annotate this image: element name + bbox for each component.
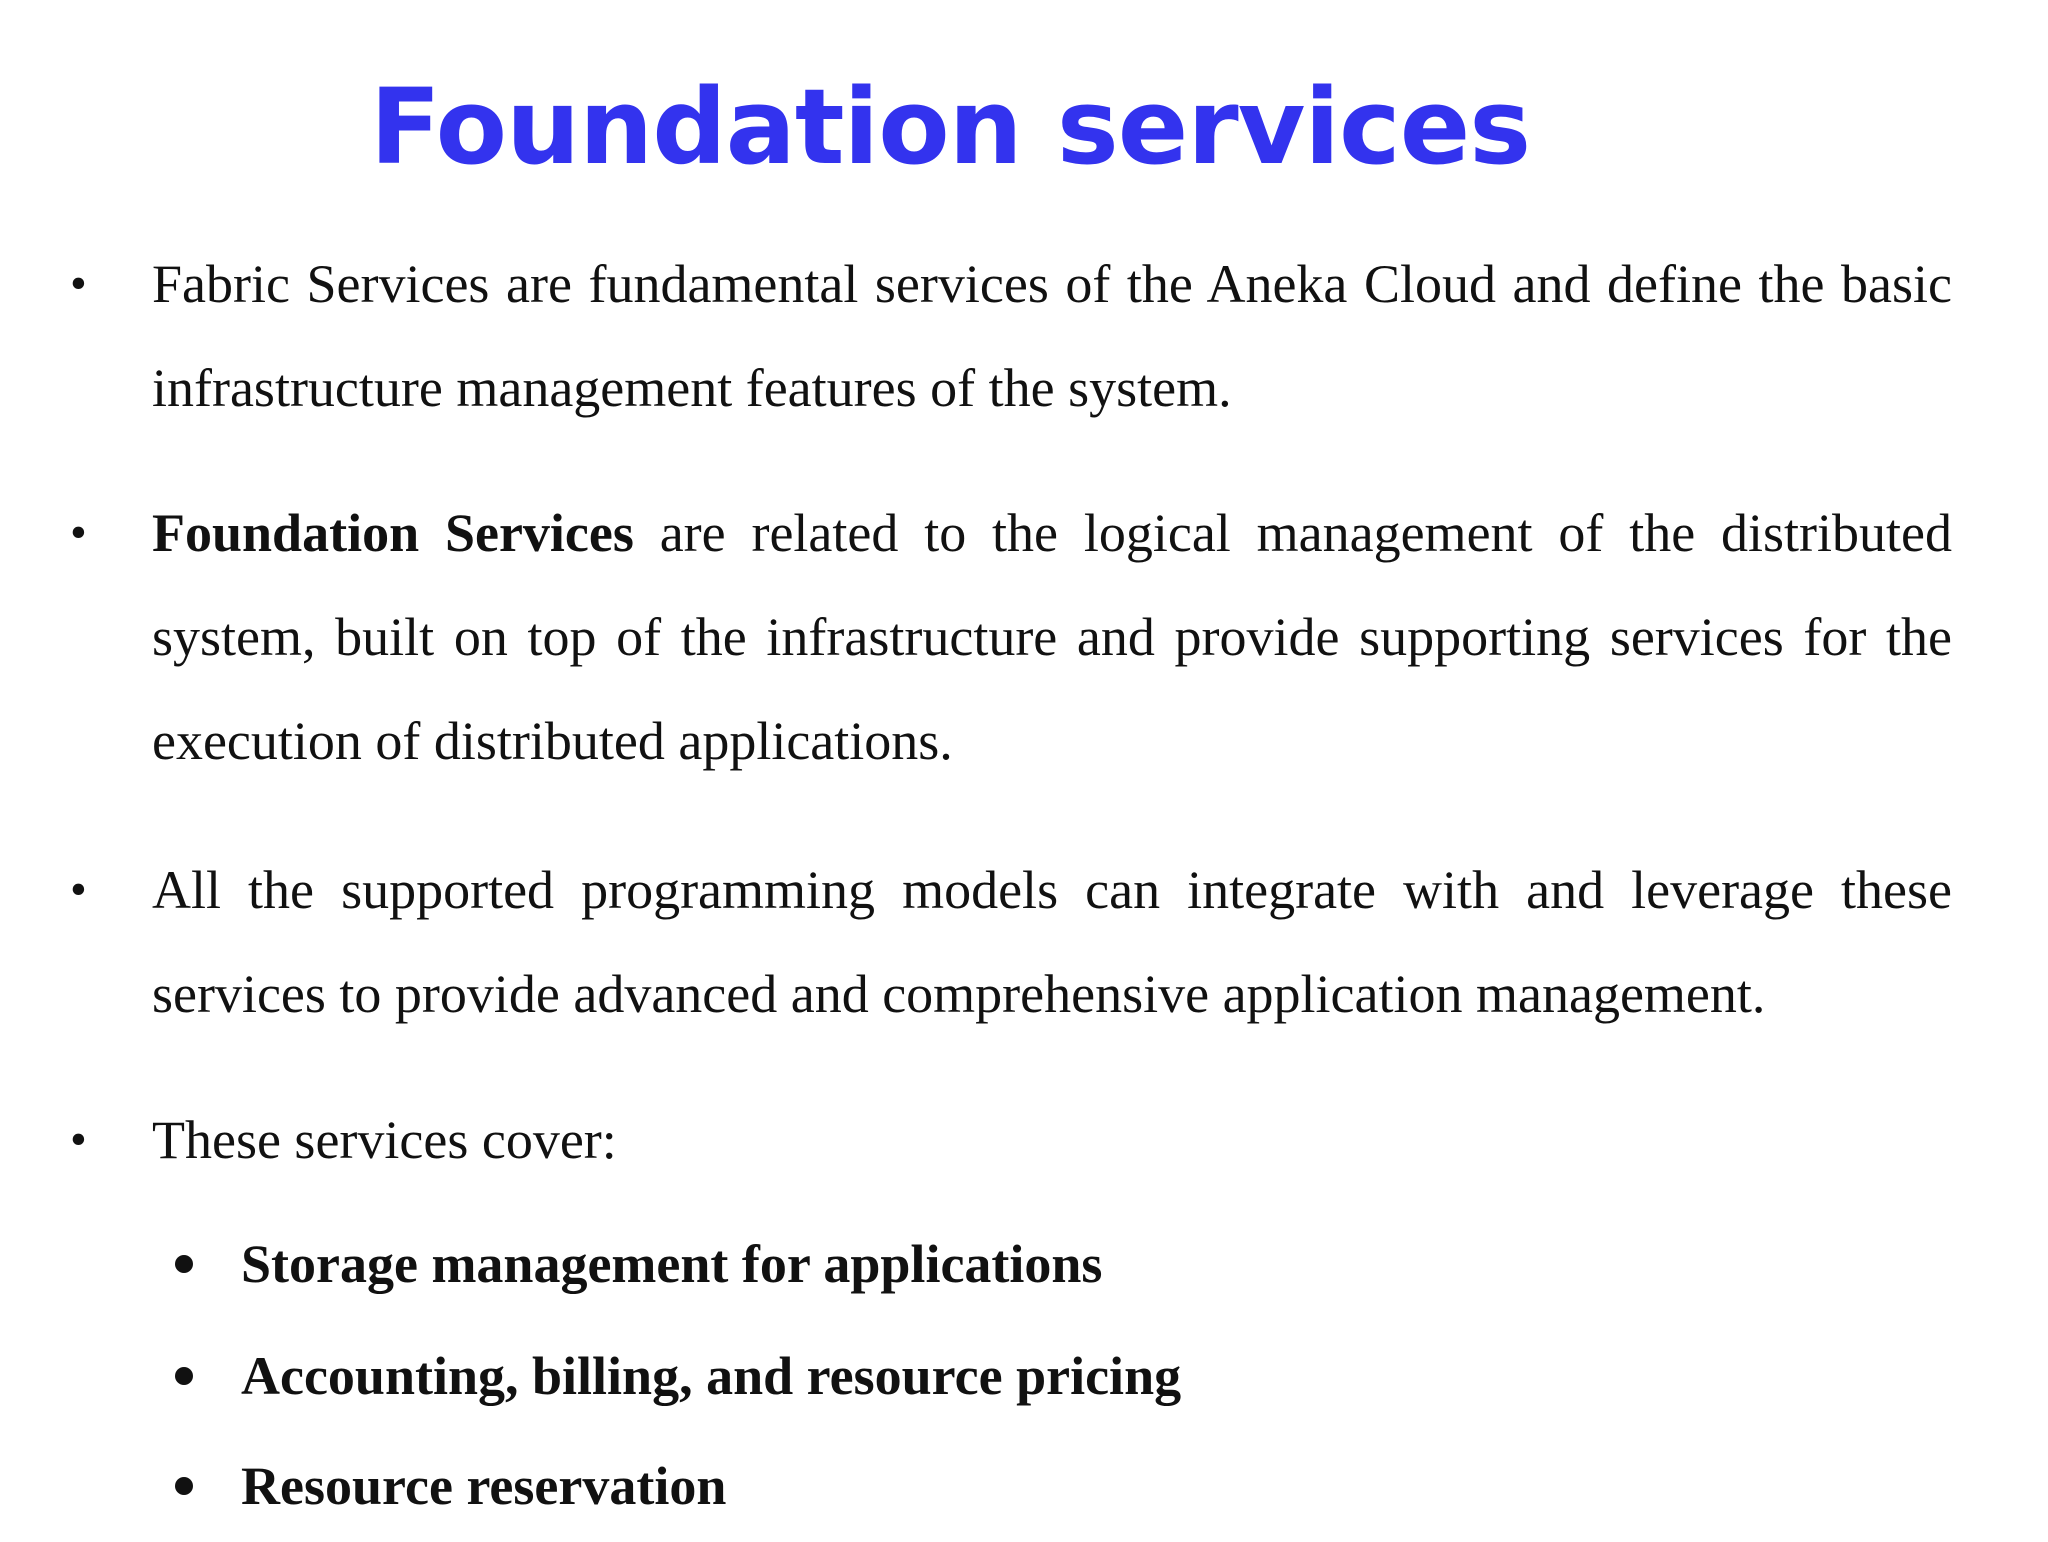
- sub-bullet-item: [0, 1208, 2048, 1320]
- bullet-marker: •: [70, 1113, 87, 1166]
- bullet-text-body: Fabric Services are fundamental services of the Aneka Cloud and define the basic infrastructure management features of the system.: [152, 254, 1952, 418]
- sub-bullet-dot-icon: [175, 1255, 193, 1273]
- sub-bullet-text: Resource reservation: [241, 1456, 727, 1516]
- bullet-marker: •: [70, 863, 87, 916]
- sub-bullet-text: Storage management for applications: [241, 1234, 1103, 1294]
- bullet-text: [152, 1088, 1952, 1192]
- bullet-text-body: All the supported programming models can integrate with and leverage these services to provide advanced and comprehensive application management.: [152, 860, 1952, 1024]
- sub-bullet-item: [0, 1430, 2048, 1542]
- bullet-marker: •: [70, 506, 87, 559]
- slide-title: Foundation services: [369, 66, 1531, 188]
- bullet-text-body: These services cover:: [152, 1110, 617, 1170]
- bullet-text-body: are related to the logical management of the distributed system, built on top of the infrastructure and provide supporting services for the execution of distributed applications.: [152, 503, 1952, 771]
- sub-bullet-dot-icon: [175, 1367, 193, 1385]
- sub-bullet-item: [0, 1320, 2048, 1432]
- sub-bullet-dot-icon: [175, 1477, 193, 1495]
- bullet-text: [152, 481, 1952, 793]
- bullet-text: [152, 838, 1952, 1046]
- sub-bullet-text: Accounting, billing, and resource pricing: [241, 1346, 1182, 1406]
- bullet-text: [152, 232, 1952, 440]
- bullet-bold-term: Foundation Services: [152, 503, 634, 563]
- bullet-marker: •: [70, 257, 87, 310]
